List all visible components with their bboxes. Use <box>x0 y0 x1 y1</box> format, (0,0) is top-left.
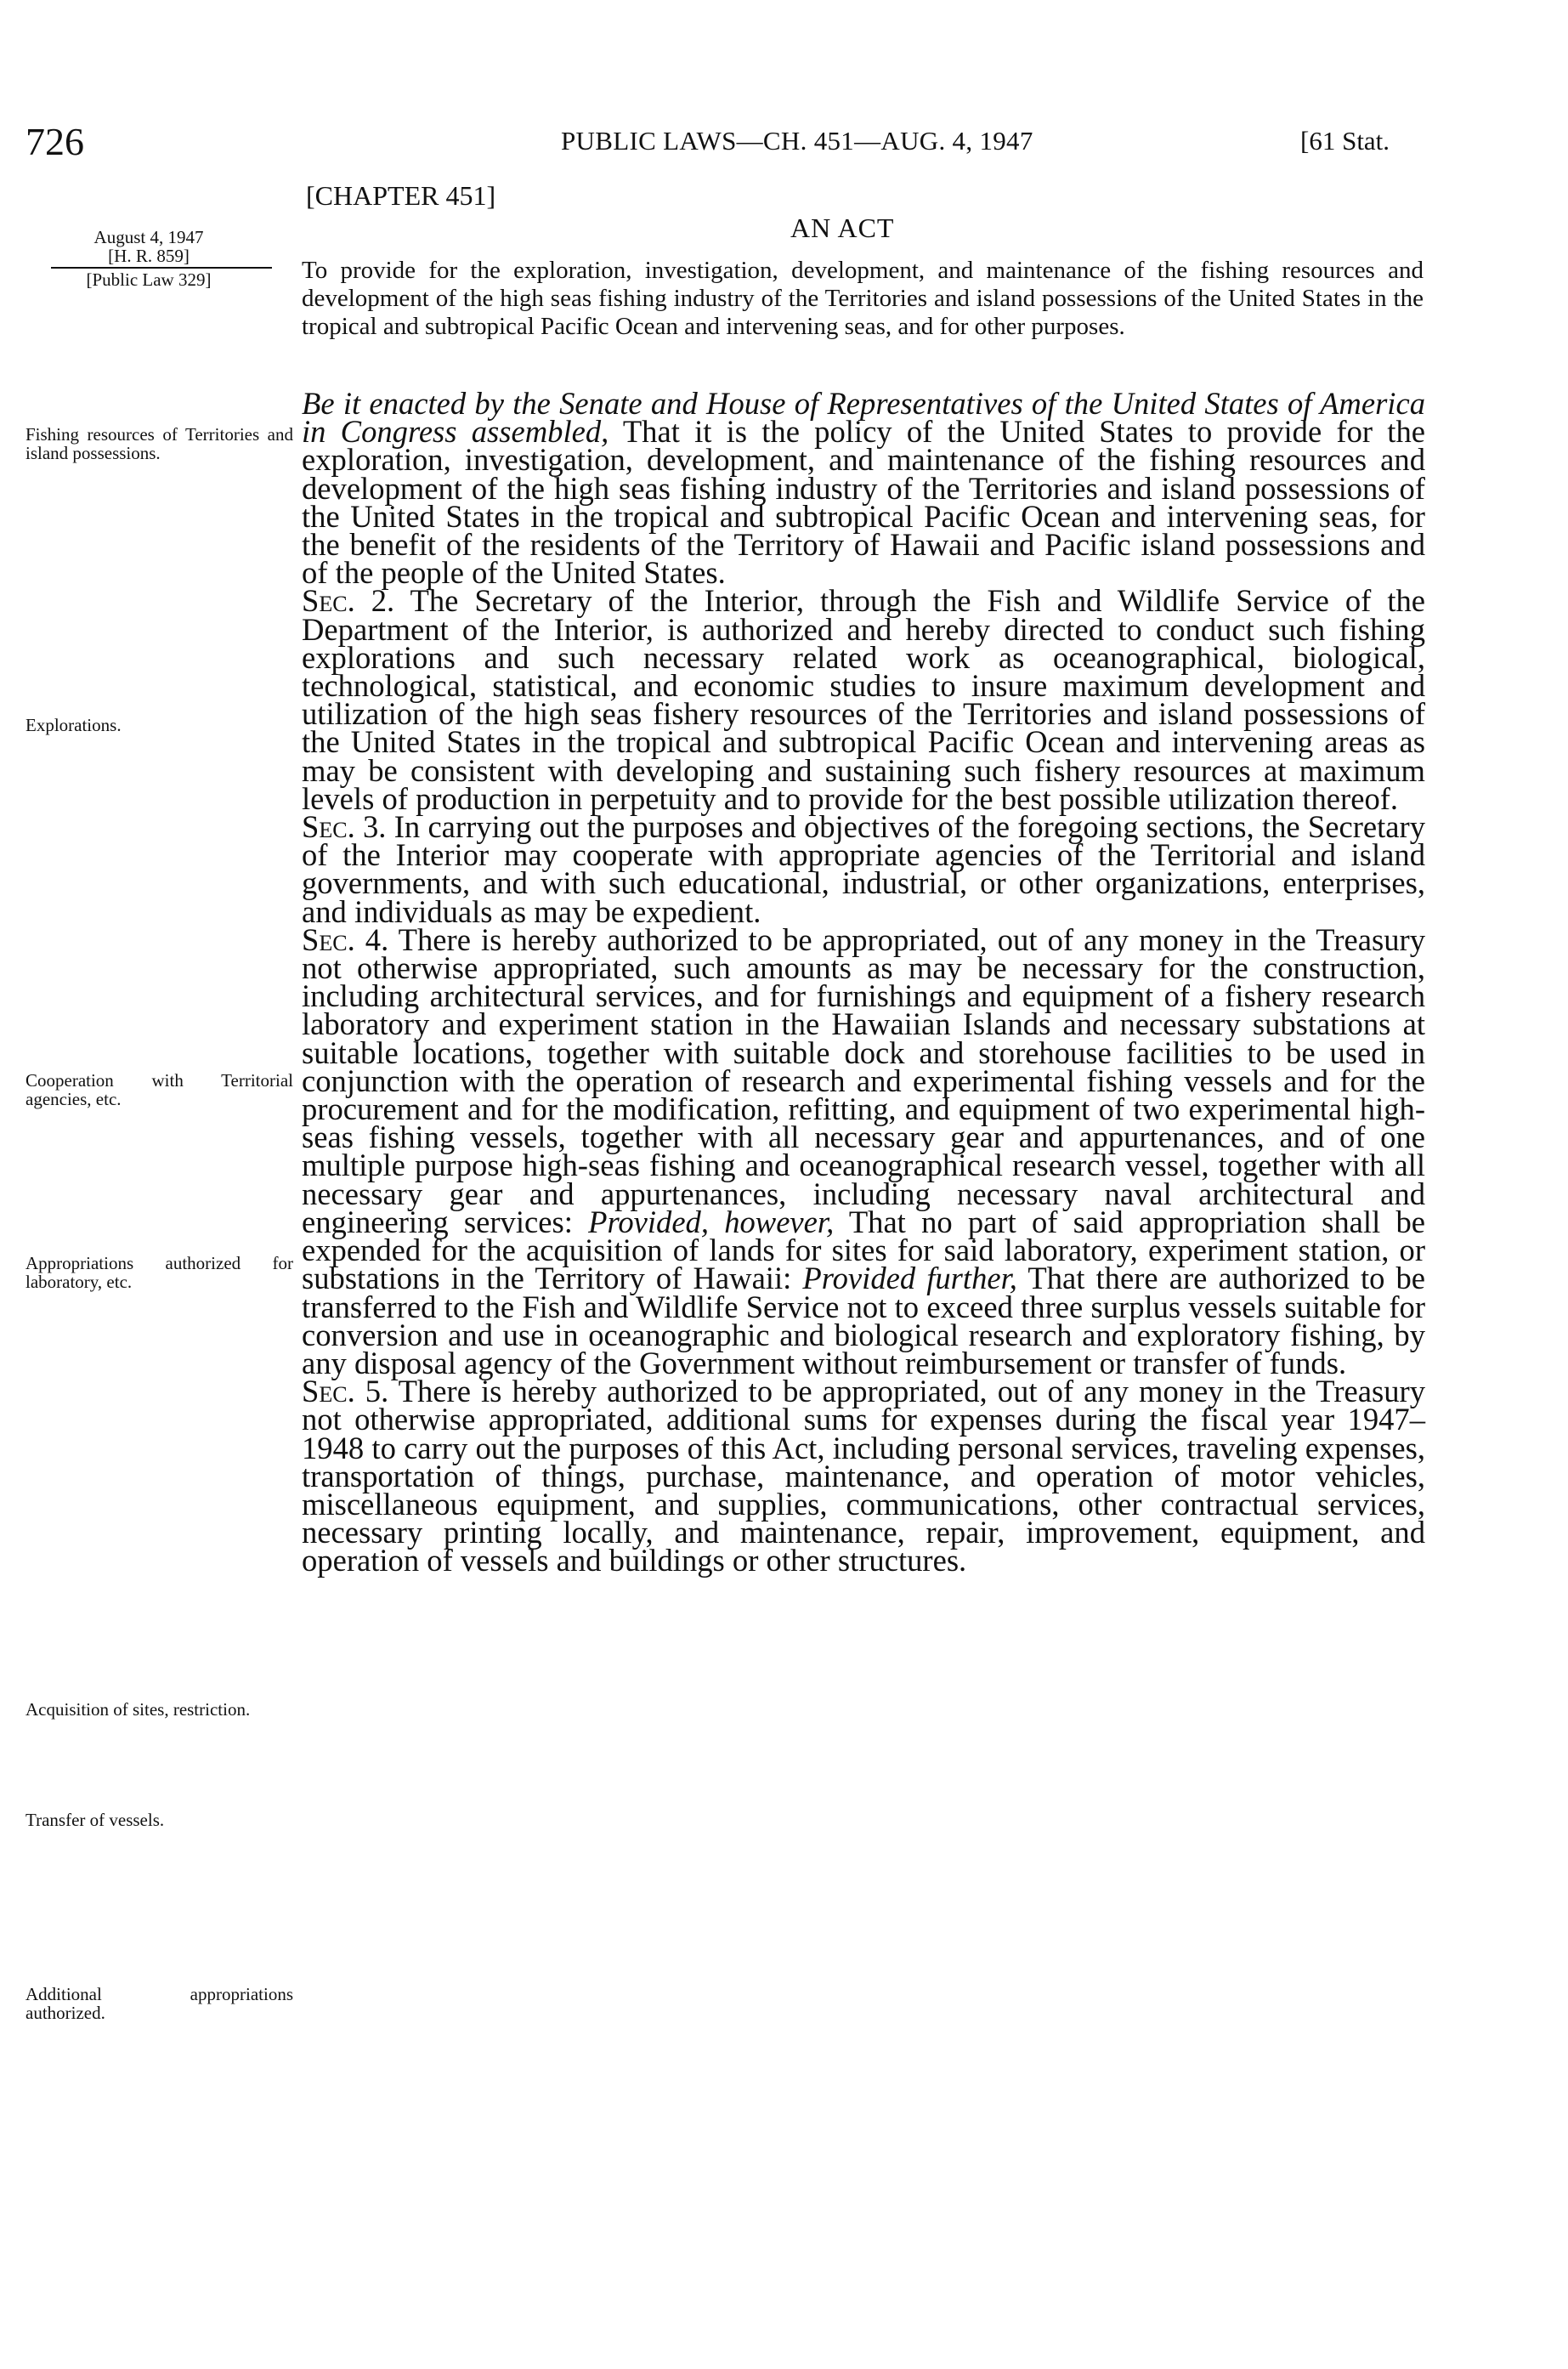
section-5-text: There is hereby authorized to be appropriated, out of any money in the Treasury not otherwise appropriated, additional sums for expenses during the fiscal year 1947–1948 to carry out the purposes of this Act, including personal services, traveling expenses, transportation of things, purchase, maintenance, and operation of motor vehicles, miscellaneous equipment, and supplies, communications, other contractual services, necessary printing locally, and maintenance, repair, improvement, equipment, and operation of vessels and buildings or other structures. <box>302 1374 1425 1578</box>
act-preamble: To provide for the exploration, investigation, development, and maintenance of the fishing resources and development of the high seas fishing industry of the Territories and island possessions of the United States in the tropical and subtropical Pacific Ocean and intervening seas, and for other purposes. <box>302 257 1424 340</box>
margin-date: August 4, 1947 <box>93 227 204 247</box>
section-2-label: Sec. 2. <box>302 583 395 619</box>
section-1 <box>302 386 1425 591</box>
section-4-proviso-2: Provided further, <box>802 1261 1017 1296</box>
act-body <box>302 386 1426 1578</box>
section-1-text: That it is the policy of the United States to provide for the exploration, investigation, development, and maintenance of the fishing resources and development of the high seas fishing industry of the Territories and island possessions of the United States in the tropical and subtropical Pacific Ocean and intervening seas, for the benefit of the residents of the Territory of Hawaii and Pacific island possessions and of the people of the United States. <box>302 414 1425 591</box>
margin-note-cooperation: Cooperation with Territorial agencies, etc. <box>25 1070 293 1109</box>
margin-bill: [H. R. 859] <box>108 246 190 266</box>
act-title: AN ACT <box>790 213 895 243</box>
section-4-label: Sec. 4. <box>302 921 389 957</box>
margin-note-additional: Additional appropriations authorized. <box>25 1984 293 2023</box>
margin-public-law: [Public Law 329] <box>86 269 212 290</box>
section-3-label: Sec. 3. <box>302 809 387 845</box>
section-4 <box>302 921 1426 1380</box>
section-3 <box>302 809 1425 929</box>
margin-date-block <box>25 228 272 289</box>
section-4-proviso-1: Provided, however, <box>588 1204 835 1239</box>
section-4-text-b: That no part of said appropriation shall be expended for the acquisition of lands for sites for said laboratory, experiment station, or substations in the Territory of Hawaii: <box>302 1204 1426 1296</box>
margin-divider <box>51 267 272 269</box>
volume-reference: [61 Stat. <box>1300 126 1390 156</box>
page-number: 726 <box>25 120 84 163</box>
section-2 <box>302 583 1426 816</box>
margin-note-appropriations: Appropriations authorized for laboratory, etc. <box>25 1253 293 1292</box>
enacting-clause: Be it enacted by the Senate and House of Representatives of the United States of America in Congress assembled, <box>302 386 1425 450</box>
margin-note-acquisition: Acquisition of sites, restriction. <box>25 1699 251 1720</box>
section-3-text: In carrying out the purposes and objectives of the foregoing sections, the Secretary of the Interior may cooperate with appropriate agencies of the Territorial and island governments, and with such educational, industrial, or other organizations, enterprises, and individuals as may be expedient. <box>302 809 1425 929</box>
section-5 <box>302 1374 1425 1578</box>
section-4-text-c: That there are authorized to be transferred to the Fish and Wildlife Service not to exceed three surplus vessels suitable for conversion and use in oceanographic and biological research and exploratory fishing, by any disposal agency of the Government without reimbursement or transfer of funds. <box>302 1261 1426 1380</box>
section-2-text: The Secretary of the Interior, through the Fish and Wildlife Service of the Department of the Interior, is authorized and hereby directed to conduct such fishing explorations and such necessary related work as oceanographical, biological, technological, statistical, and economic studies to insure maximum development and utilization of the high seas fishery resources of the Territories and island possessions of the United States in the tropical and subtropical Pacific Ocean and intervening areas as may be consistent with developing and sustaining such fishery resources at maximum levels of production in perpetuity and to provide for the best possible utilization thereof. <box>302 583 1426 816</box>
margin-note-fishing: Fishing resources of Territories and island possessions. <box>25 424 293 463</box>
section-5-label: Sec. 5. <box>302 1374 389 1409</box>
margin-note-transfer: Transfer of vessels. <box>25 1810 165 1830</box>
section-4-text-a: There is hereby authorized to be appropriated, out of any money in the Treasury not otherwise appropriated, such amounts as may be necessary for the construction, including architectural services, and for furnishings and equipment of a fishery research laboratory and experiment station in the Hawaiian Islands and necessary substations at suitable locations, together with suitable dock and storehouse facilities to be used in conjunction with the operation of research and experimental fishing vessels and for the procurement and for the modification, refitting, and equipment of two experimental high-seas fishing vessels, together with all necessary gear and appurtenances, and of one multiple purpose high-seas fishing and oceanographical research vessel, together with all necessary gear and appurtenances, including necessary naval architectural and engineering services: <box>302 921 1425 1239</box>
running-title: PUBLIC LAWS—CH. 451—AUG. 4, 1947 <box>561 126 1033 156</box>
chapter-heading: [CHAPTER 451] <box>306 180 496 211</box>
margin-note-explorations: Explorations. <box>25 715 122 735</box>
